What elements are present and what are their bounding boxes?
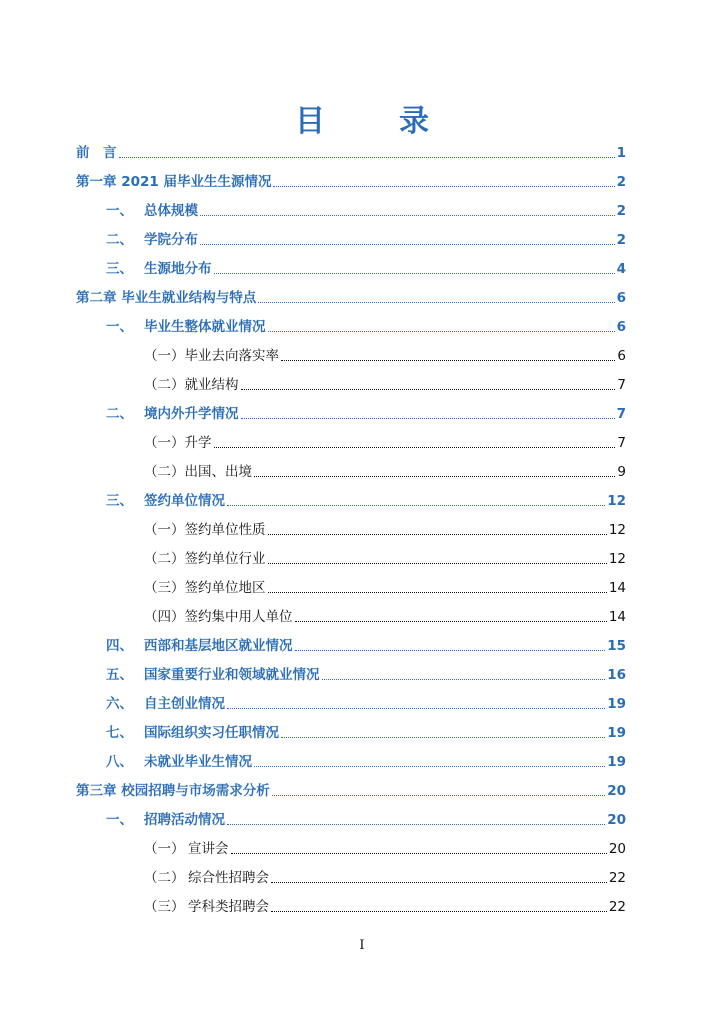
toc-entry-number: （四） xyxy=(144,609,185,625)
toc-entry-text: 国际组织实习任职情况 xyxy=(144,725,279,741)
dot-leader xyxy=(281,737,605,738)
toc-entry-page: 7 xyxy=(617,435,626,451)
toc-entry[interactable] xyxy=(106,656,626,684)
dot-leader xyxy=(254,476,615,477)
toc-entry[interactable] xyxy=(106,627,626,655)
toc-entry-text: 签约单位情况 xyxy=(144,493,225,509)
toc-entry-label xyxy=(144,347,279,365)
toc-entry-number: （三） xyxy=(144,899,185,915)
toc-entry-page: 6 xyxy=(616,290,626,306)
toc-entry-text: 西部和基层地区就业情况 xyxy=(144,638,293,654)
dot-leader xyxy=(281,360,615,361)
toc-entry-text: 毕业去向落实率 xyxy=(184,348,279,364)
toc-entry[interactable] xyxy=(144,511,626,539)
dot-leader xyxy=(271,882,607,883)
toc-entry[interactable] xyxy=(106,250,626,278)
toc-entry-page: 9 xyxy=(617,464,626,480)
dot-leader xyxy=(268,563,607,564)
toc-entry[interactable] xyxy=(106,714,626,742)
toc-entry-label xyxy=(144,840,229,858)
toc-entry[interactable] xyxy=(144,337,626,365)
toc-entry-label xyxy=(106,695,225,713)
dot-leader xyxy=(200,244,615,245)
toc-entry-page: 14 xyxy=(608,580,626,596)
toc-entry-page: 22 xyxy=(608,899,626,915)
toc-entry-label xyxy=(144,521,266,539)
toc-entry-number: 二、 xyxy=(106,406,133,422)
dot-leader xyxy=(268,331,615,332)
toc-entry[interactable] xyxy=(76,772,626,800)
dot-leader xyxy=(241,389,616,390)
toc-entry-page: 19 xyxy=(607,696,626,712)
dot-leader xyxy=(214,273,615,274)
toc-entry-number: （一） xyxy=(144,435,185,451)
toc-entry-page: 19 xyxy=(607,754,626,770)
toc-entry-text: 境内外升学情况 xyxy=(144,406,239,422)
toc-entry[interactable] xyxy=(106,395,626,423)
toc-entry-number: 一、 xyxy=(106,812,133,828)
toc-entry-text: 未就业毕业生情况 xyxy=(144,754,252,770)
dot-leader xyxy=(119,157,615,158)
toc-entry[interactable] xyxy=(106,482,626,510)
dot-leader xyxy=(273,186,614,187)
toc-entry-number: 四、 xyxy=(106,638,133,654)
toc-entry-page: 20 xyxy=(607,812,626,828)
toc-entry-label xyxy=(144,579,266,597)
toc-entry[interactable] xyxy=(106,192,626,220)
toc-entry-text: 自主创业情况 xyxy=(144,696,225,712)
toc-entry-label xyxy=(144,376,239,394)
toc-entry-label xyxy=(76,144,117,162)
dot-leader xyxy=(268,534,607,535)
toc-entry-page: 20 xyxy=(607,783,626,799)
toc-entry-label xyxy=(106,202,198,220)
toc-entry-page: 22 xyxy=(608,870,626,886)
toc-entry-number: （一） xyxy=(144,841,185,857)
toc-entry-page: 19 xyxy=(607,725,626,741)
toc-entry-number: 一、 xyxy=(106,319,133,335)
toc-entry-label xyxy=(106,666,320,684)
dot-leader xyxy=(227,824,605,825)
toc-entry-number: 七、 xyxy=(106,725,133,741)
toc-entry[interactable] xyxy=(144,830,626,858)
toc-entry[interactable] xyxy=(144,859,626,887)
toc-entry-label xyxy=(106,492,225,510)
toc-entry-page: 4 xyxy=(616,261,626,277)
toc-entry-page: 6 xyxy=(617,348,626,364)
toc-entry-number: （二） xyxy=(144,870,185,886)
toc-entry-label xyxy=(106,753,252,771)
toc-entry[interactable] xyxy=(144,598,626,626)
toc-entry-page: 20 xyxy=(608,841,626,857)
toc-title: 目 录 xyxy=(295,104,451,139)
dot-leader xyxy=(214,447,616,448)
toc-entry-page: 14 xyxy=(608,609,626,625)
toc-entry[interactable] xyxy=(106,743,626,771)
toc-entry-text: 学院分布 xyxy=(144,232,198,248)
toc-entry-text: 签约单位行业 xyxy=(184,551,266,567)
toc-entry-text: 综合性招聘会 xyxy=(188,870,269,886)
toc-entry-number: （二） xyxy=(144,377,185,393)
toc-entry-label xyxy=(144,869,269,887)
toc-entry-page: 12 xyxy=(607,493,626,509)
toc-entry-number: 八、 xyxy=(106,754,133,770)
dot-leader xyxy=(241,418,615,419)
toc-entry-label xyxy=(144,463,252,481)
toc-entry-label xyxy=(76,289,256,307)
toc-entry-text: 第三章 校园招聘与市场需求分析 xyxy=(76,783,270,799)
dot-leader xyxy=(268,592,607,593)
page-number-footer: I xyxy=(359,938,365,953)
toc-entry-page: 12 xyxy=(608,522,626,538)
toc-entry[interactable] xyxy=(106,221,626,249)
toc-entry-page: 2 xyxy=(616,203,626,219)
toc-entry[interactable] xyxy=(76,163,626,191)
dot-leader xyxy=(272,795,606,796)
toc-entry-number: 三、 xyxy=(106,261,133,277)
toc-entry-text: 签约集中用人单位 xyxy=(184,609,293,625)
toc-entry-number: 三、 xyxy=(106,493,133,509)
toc-entry[interactable] xyxy=(144,540,626,568)
toc-entry-text: 就业结构 xyxy=(184,377,239,393)
toc-entry-text: 宣讲会 xyxy=(188,841,229,857)
toc-entry-number: （二） xyxy=(144,464,185,480)
toc-entry[interactable] xyxy=(144,453,626,481)
toc-entry-number: 六、 xyxy=(106,696,133,712)
toc-entry[interactable] xyxy=(106,685,626,713)
toc-entry[interactable] xyxy=(144,424,626,452)
toc-entry-label xyxy=(144,434,212,452)
toc-entry-label xyxy=(144,898,269,916)
toc-entry[interactable] xyxy=(106,801,626,829)
toc-entry-page: 12 xyxy=(608,551,626,567)
toc-entry-number: 五、 xyxy=(106,667,133,683)
toc-entry-page: 15 xyxy=(607,638,626,654)
toc-entry-number: （一） xyxy=(144,348,185,364)
toc-entry-text: 签约单位地区 xyxy=(184,580,266,596)
toc-entry-text: 总体规模 xyxy=(144,203,198,219)
toc-entry-label xyxy=(106,637,293,655)
toc-entry-text: 招聘活动情况 xyxy=(144,812,225,828)
toc-entry-number: （三） xyxy=(144,580,185,596)
dot-leader xyxy=(227,708,605,709)
toc-entry-text: 毕业生整体就业情况 xyxy=(144,319,266,335)
toc-entry-text: 升学 xyxy=(184,435,212,451)
toc-entry-page: 2 xyxy=(616,232,626,248)
dot-leader xyxy=(254,766,605,767)
dot-leader xyxy=(227,505,605,506)
dot-leader xyxy=(258,302,614,303)
toc-entry-label xyxy=(106,811,225,829)
toc-entry-page: 2 xyxy=(616,174,626,190)
toc-entry-text: 第二章 毕业生就业结构与特点 xyxy=(76,290,257,306)
toc-entry-number: 一、 xyxy=(106,203,133,219)
toc-entry-label xyxy=(144,550,266,568)
dot-leader xyxy=(322,679,606,680)
toc-entry-text: 前 言 xyxy=(76,145,117,161)
toc-entry-number: 二、 xyxy=(106,232,133,248)
toc-entry-number: （一） xyxy=(144,522,185,538)
toc-entry-page: 1 xyxy=(616,145,626,161)
toc-entry-label xyxy=(106,231,198,249)
toc-entry-label xyxy=(106,405,239,423)
toc-entry-label xyxy=(76,173,271,191)
toc-entry[interactable] xyxy=(76,134,626,162)
toc-entry[interactable] xyxy=(106,308,626,336)
toc-entry-text: 生源地分布 xyxy=(144,261,212,277)
dot-leader xyxy=(295,650,606,651)
toc-entry-page: 16 xyxy=(607,667,626,683)
toc-entry[interactable] xyxy=(76,279,626,307)
dot-leader xyxy=(200,215,615,216)
toc-entry-number: （二） xyxy=(144,551,185,567)
dot-leader xyxy=(295,621,607,622)
toc-entry-text: 学科类招聘会 xyxy=(188,899,269,915)
toc-entry[interactable] xyxy=(144,569,626,597)
toc-entry-text: 国家重要行业和领域就业情况 xyxy=(144,667,320,683)
toc-entry-page: 6 xyxy=(616,319,626,335)
toc-entry-text: 签约单位性质 xyxy=(184,522,266,538)
toc-entry-page: 7 xyxy=(617,377,626,393)
toc-entry-text: 第一章 2021 届毕业生生源情况 xyxy=(76,174,272,190)
toc-entry-label xyxy=(106,260,212,278)
dot-leader xyxy=(231,853,607,854)
toc-entry-label xyxy=(106,724,279,742)
dot-leader xyxy=(271,911,607,912)
toc-entry-label xyxy=(76,782,270,800)
toc-entry[interactable] xyxy=(144,888,626,916)
toc-entry-label xyxy=(144,608,293,626)
toc-entry-label xyxy=(106,318,266,336)
toc-entry[interactable] xyxy=(144,366,626,394)
toc-entry-text: 出国、出境 xyxy=(184,464,252,480)
toc-entry-page: 7 xyxy=(616,406,626,422)
